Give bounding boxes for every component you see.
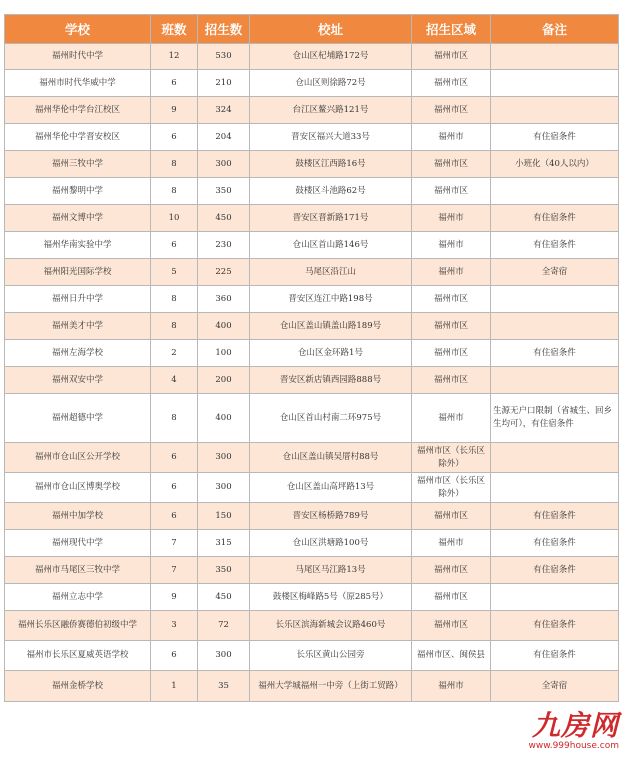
table-row bbox=[5, 503, 619, 530]
cell-address: 仓山区杞埔路172号 bbox=[250, 44, 412, 70]
cell-enrollment: 400 bbox=[198, 313, 250, 340]
cell-classes: 8 bbox=[151, 286, 198, 313]
header-school: 学校 bbox=[5, 15, 151, 44]
table-row bbox=[5, 259, 619, 286]
cell-school: 福州市仓山区博奥学校 bbox=[5, 473, 151, 503]
cell-address: 台江区鳌兴路121号 bbox=[250, 97, 412, 124]
cell-address: 仓山区金环路1号 bbox=[250, 340, 412, 367]
header-enrollment: 招生数 bbox=[198, 15, 250, 44]
cell-note bbox=[491, 70, 619, 97]
cell-area: 福州市区 bbox=[412, 178, 491, 205]
cell-enrollment: 360 bbox=[198, 286, 250, 313]
cell-note: 有住宿条件 bbox=[491, 611, 619, 641]
cell-school: 福州市时代华威中学 bbox=[5, 70, 151, 97]
table-row bbox=[5, 44, 619, 70]
cell-note: 有住宿条件 bbox=[491, 503, 619, 530]
cell-note bbox=[491, 584, 619, 611]
cell-address: 鼓楼区梅峰路5号（原285号） bbox=[250, 584, 412, 611]
cell-area: 福州市区 bbox=[412, 557, 491, 584]
cell-enrollment: 300 bbox=[198, 473, 250, 503]
table-row bbox=[5, 443, 619, 473]
cell-school: 福州市马尾区三牧中学 bbox=[5, 557, 151, 584]
cell-enrollment: 350 bbox=[198, 557, 250, 584]
cell-school: 福州市长乐区夏威英语学校 bbox=[5, 641, 151, 671]
cell-enrollment: 200 bbox=[198, 367, 250, 394]
cell-note: 全寄宿 bbox=[491, 259, 619, 286]
cell-address: 长乐区黄山公园旁 bbox=[250, 641, 412, 671]
table-row bbox=[5, 671, 619, 702]
cell-school: 福州金桥学校 bbox=[5, 671, 151, 702]
cell-enrollment: 324 bbox=[198, 97, 250, 124]
cell-address: 晋安区晋新路171号 bbox=[250, 205, 412, 232]
cell-classes: 6 bbox=[151, 443, 198, 473]
cell-area: 福州市 bbox=[412, 530, 491, 557]
cell-note bbox=[491, 97, 619, 124]
cell-area: 福州市区 bbox=[412, 97, 491, 124]
table-row bbox=[5, 641, 619, 671]
table-row bbox=[5, 232, 619, 259]
cell-school: 福州美才中学 bbox=[5, 313, 151, 340]
cell-address: 鼓楼区江西路16号 bbox=[250, 151, 412, 178]
cell-enrollment: 300 bbox=[198, 443, 250, 473]
cell-school: 福州华伦中学晋安校区 bbox=[5, 124, 151, 151]
cell-school: 福州左海学校 bbox=[5, 340, 151, 367]
cell-note bbox=[491, 286, 619, 313]
cell-area: 福州市 bbox=[412, 671, 491, 702]
header-row bbox=[5, 15, 619, 44]
table-row bbox=[5, 367, 619, 394]
cell-enrollment: 450 bbox=[198, 205, 250, 232]
cell-enrollment: 300 bbox=[198, 641, 250, 671]
cell-address: 仓山区首山路146号 bbox=[250, 232, 412, 259]
cell-note bbox=[491, 367, 619, 394]
table-row bbox=[5, 205, 619, 232]
cell-classes: 12 bbox=[151, 44, 198, 70]
table-row bbox=[5, 70, 619, 97]
table-row bbox=[5, 151, 619, 178]
cell-classes: 8 bbox=[151, 178, 198, 205]
cell-area: 福州市区 bbox=[412, 70, 491, 97]
cell-enrollment: 230 bbox=[198, 232, 250, 259]
cell-enrollment: 210 bbox=[198, 70, 250, 97]
table-body bbox=[5, 44, 619, 702]
cell-note bbox=[491, 44, 619, 70]
cell-school: 福州市仓山区公开学校 bbox=[5, 443, 151, 473]
cell-area: 福州市区 bbox=[412, 313, 491, 340]
cell-area: 福州市 bbox=[412, 394, 491, 443]
cell-school: 福州超德中学 bbox=[5, 394, 151, 443]
cell-enrollment: 225 bbox=[198, 259, 250, 286]
cell-area: 福州市区、闽侯县 bbox=[412, 641, 491, 671]
cell-classes: 6 bbox=[151, 503, 198, 530]
cell-note bbox=[491, 443, 619, 473]
cell-address: 仓山区洪塘路100号 bbox=[250, 530, 412, 557]
cell-address: 马尾区马江路13号 bbox=[250, 557, 412, 584]
table-row bbox=[5, 473, 619, 503]
table-row bbox=[5, 97, 619, 124]
table-row bbox=[5, 394, 619, 443]
cell-enrollment: 400 bbox=[198, 394, 250, 443]
cell-area: 福州市区 bbox=[412, 611, 491, 641]
cell-classes: 7 bbox=[151, 530, 198, 557]
cell-school: 福州长乐区融侨赛德伯初级中学 bbox=[5, 611, 151, 641]
cell-address: 仓山区盖山镇盖山路189号 bbox=[250, 313, 412, 340]
cell-area: 福州市区 bbox=[412, 503, 491, 530]
cell-address: 晋安区连江中路198号 bbox=[250, 286, 412, 313]
cell-school: 福州中加学校 bbox=[5, 503, 151, 530]
cell-classes: 4 bbox=[151, 367, 198, 394]
cell-enrollment: 450 bbox=[198, 584, 250, 611]
cell-address: 晋安区新店镇西园路888号 bbox=[250, 367, 412, 394]
cell-address: 晋安区福兴大道33号 bbox=[250, 124, 412, 151]
watermark-url: www.999house.com bbox=[528, 741, 619, 751]
table-row bbox=[5, 611, 619, 641]
cell-address: 晋安区杨桥路789号 bbox=[250, 503, 412, 530]
table-row bbox=[5, 557, 619, 584]
cell-area: 福州市区（长乐区除外） bbox=[412, 443, 491, 473]
cell-enrollment: 350 bbox=[198, 178, 250, 205]
cell-classes: 8 bbox=[151, 151, 198, 178]
table-row bbox=[5, 286, 619, 313]
cell-enrollment: 100 bbox=[198, 340, 250, 367]
table-row bbox=[5, 530, 619, 557]
cell-enrollment: 150 bbox=[198, 503, 250, 530]
table-row bbox=[5, 313, 619, 340]
cell-area: 福州市区 bbox=[412, 340, 491, 367]
table-row bbox=[5, 584, 619, 611]
cell-classes: 7 bbox=[151, 557, 198, 584]
cell-area: 福州市 bbox=[412, 259, 491, 286]
cell-school: 福州现代中学 bbox=[5, 530, 151, 557]
cell-classes: 1 bbox=[151, 671, 198, 702]
cell-classes: 2 bbox=[151, 340, 198, 367]
cell-area: 福州市区（长乐区除外） bbox=[412, 473, 491, 503]
cell-enrollment: 35 bbox=[198, 671, 250, 702]
cell-address: 马尾区沿江山 bbox=[250, 259, 412, 286]
cell-address: 仓山区首山村南二环975号 bbox=[250, 394, 412, 443]
cell-classes: 6 bbox=[151, 124, 198, 151]
cell-address: 鼓楼区斗池路62号 bbox=[250, 178, 412, 205]
cell-classes: 6 bbox=[151, 473, 198, 503]
cell-school: 福州文博中学 bbox=[5, 205, 151, 232]
table-row bbox=[5, 178, 619, 205]
cell-enrollment: 315 bbox=[198, 530, 250, 557]
cell-enrollment: 204 bbox=[198, 124, 250, 151]
cell-classes: 6 bbox=[151, 232, 198, 259]
cell-note bbox=[491, 313, 619, 340]
cell-area: 福州市区 bbox=[412, 44, 491, 70]
cell-school: 福州立志中学 bbox=[5, 584, 151, 611]
header-note: 备注 bbox=[491, 15, 619, 44]
cell-note bbox=[491, 473, 619, 503]
header-classes: 班数 bbox=[151, 15, 198, 44]
cell-school: 福州黎明中学 bbox=[5, 178, 151, 205]
cell-classes: 6 bbox=[151, 70, 198, 97]
cell-area: 福州市区 bbox=[412, 367, 491, 394]
watermark-logo: 九房网 bbox=[531, 709, 619, 742]
cell-area: 福州市区 bbox=[412, 584, 491, 611]
cell-note: 有住宿条件 bbox=[491, 557, 619, 584]
cell-note: 生源无户口限制（省城生、回乡生均可），有住宿条件 bbox=[491, 394, 619, 443]
cell-area: 福州市 bbox=[412, 205, 491, 232]
cell-school: 福州双安中学 bbox=[5, 367, 151, 394]
cell-classes: 6 bbox=[151, 641, 198, 671]
cell-area: 福州市区 bbox=[412, 151, 491, 178]
cell-area: 福州市 bbox=[412, 124, 491, 151]
cell-school: 福州阳光国际学校 bbox=[5, 259, 151, 286]
cell-area: 福州市区 bbox=[412, 286, 491, 313]
cell-classes: 3 bbox=[151, 611, 198, 641]
enrollment-table bbox=[4, 14, 619, 702]
table-row bbox=[5, 340, 619, 367]
cell-address: 福州大学城福州一中旁（上街工贸路） bbox=[250, 671, 412, 702]
cell-address: 仓山区则徐路72号 bbox=[250, 70, 412, 97]
header-area: 招生区域 bbox=[412, 15, 491, 44]
cell-classes: 9 bbox=[151, 584, 198, 611]
cell-address: 仓山区盖山高坪路13号 bbox=[250, 473, 412, 503]
cell-note bbox=[491, 178, 619, 205]
cell-school: 福州三牧中学 bbox=[5, 151, 151, 178]
cell-note: 有住宿条件 bbox=[491, 124, 619, 151]
cell-school: 福州日升中学 bbox=[5, 286, 151, 313]
cell-note: 有住宿条件 bbox=[491, 340, 619, 367]
cell-note: 有住宿条件 bbox=[491, 232, 619, 259]
cell-note: 全寄宿 bbox=[491, 671, 619, 702]
cell-enrollment: 530 bbox=[198, 44, 250, 70]
cell-area: 福州市 bbox=[412, 232, 491, 259]
site-watermark bbox=[528, 711, 619, 751]
cell-note: 小班化（40人以内） bbox=[491, 151, 619, 178]
cell-classes: 9 bbox=[151, 97, 198, 124]
cell-classes: 8 bbox=[151, 394, 198, 443]
cell-school: 福州华伦中学台江校区 bbox=[5, 97, 151, 124]
cell-school: 福州华南实验中学 bbox=[5, 232, 151, 259]
cell-enrollment: 72 bbox=[198, 611, 250, 641]
cell-classes: 8 bbox=[151, 313, 198, 340]
cell-note: 有住宿条件 bbox=[491, 641, 619, 671]
cell-address: 仓山区盖山镇吴厝村88号 bbox=[250, 443, 412, 473]
cell-address: 长乐区滨海新城会议路460号 bbox=[250, 611, 412, 641]
cell-note: 有住宿条件 bbox=[491, 530, 619, 557]
header-address: 校址 bbox=[250, 15, 412, 44]
cell-school: 福州时代中学 bbox=[5, 44, 151, 70]
cell-note: 有住宿条件 bbox=[491, 205, 619, 232]
table-row bbox=[5, 124, 619, 151]
cell-enrollment: 300 bbox=[198, 151, 250, 178]
cell-classes: 10 bbox=[151, 205, 198, 232]
cell-classes: 5 bbox=[151, 259, 198, 286]
